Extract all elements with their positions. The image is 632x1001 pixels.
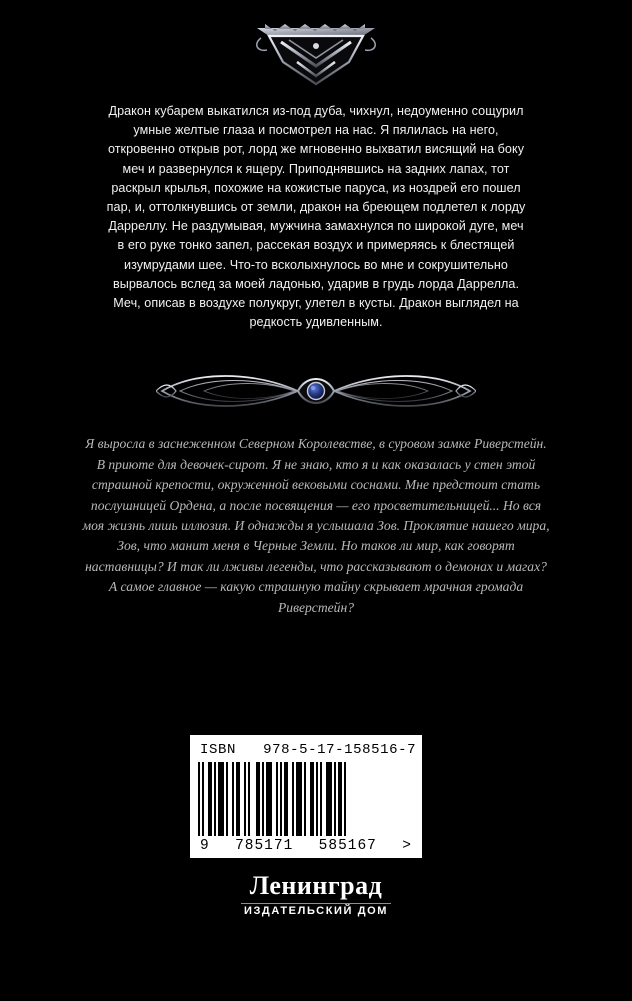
barcode-digit-left: 9 [200,838,210,854]
isbn-number: 978-5-17-158516-7 [263,742,417,758]
filigree-divider-ornament [156,367,476,415]
barcode-digit-trailing: > [402,838,412,854]
barcode-digits [198,836,414,854]
publisher-subtitle: ИЗДАТЕЛЬСКИЙ ДОМ [243,905,389,917]
publisher-logo [0,872,632,917]
barcode-block [190,735,422,858]
excerpt-text: Дракон кубарем выкатился из-под дуба, чихнул, недоуменно сощурил умные желтые глаза и посмотрел на нас. Я пялилась на него, откровенно открыв рот, лорд же мгновенно выхватил висящий на боку меч и развернулся к ящеру. Приподнявшись на задних лапах, тот раскрыл крылья, похожие на кожистые паруса, из ноздрей его пошел пар, и, оттолкнувшись от земли, дракон на бреющем подлетел к лорду Дарреллу. Не раздумывая, мужчина замахнулся по широкой дуге, меч в его руке тонко запел, рассекая воздух и примеряясь к блестящей изумрудами шее. Что-то всколыхнулось во мне и сокрушительно вырвалось вслед за моей ладонью, ударив в грудь лорда Даррелла. Меч, описав в воздухе полукруг, улетел в кусты. Дракон выглядел на редкость удивленным. [106,104,526,330]
isbn-line [200,742,417,758]
top-emblem [0,0,632,86]
publisher-name: Ленинград [249,871,383,900]
blurb-text: Я выросла в заснеженном Северном Королевстве, в суровом замке Риверстейн. В приюте для девочек-сирот. Я не знаю, кто я и как оказалась у стен этой страшной крепости, окруженной вековыми соснами. Мне предстоит стать послушницей Ордена, а после посвящения — его просветительницей... Но вся моя жизнь лишь иллюзия. И однажды я услышала Зов. Проклятие нашего мира, Зов, что манит меня в Черные Земли. Но таков ли мир, как говорят наставницы? И так ли лживы легенды, что рассказывают о демонах и магах? А самое главное — какую страшную тайну скрывает мрачная громада Риверстейн? [82,436,550,615]
barcode-digits-middle: 785171 [235,838,294,854]
publisher-divider [241,903,391,904]
barcode-bars [198,762,414,836]
ornate-crest-emblem [251,22,381,86]
isbn-label: ISBN [200,742,237,758]
barcode-digits-right: 585167 [318,838,377,854]
divider-ornament [0,354,632,428]
